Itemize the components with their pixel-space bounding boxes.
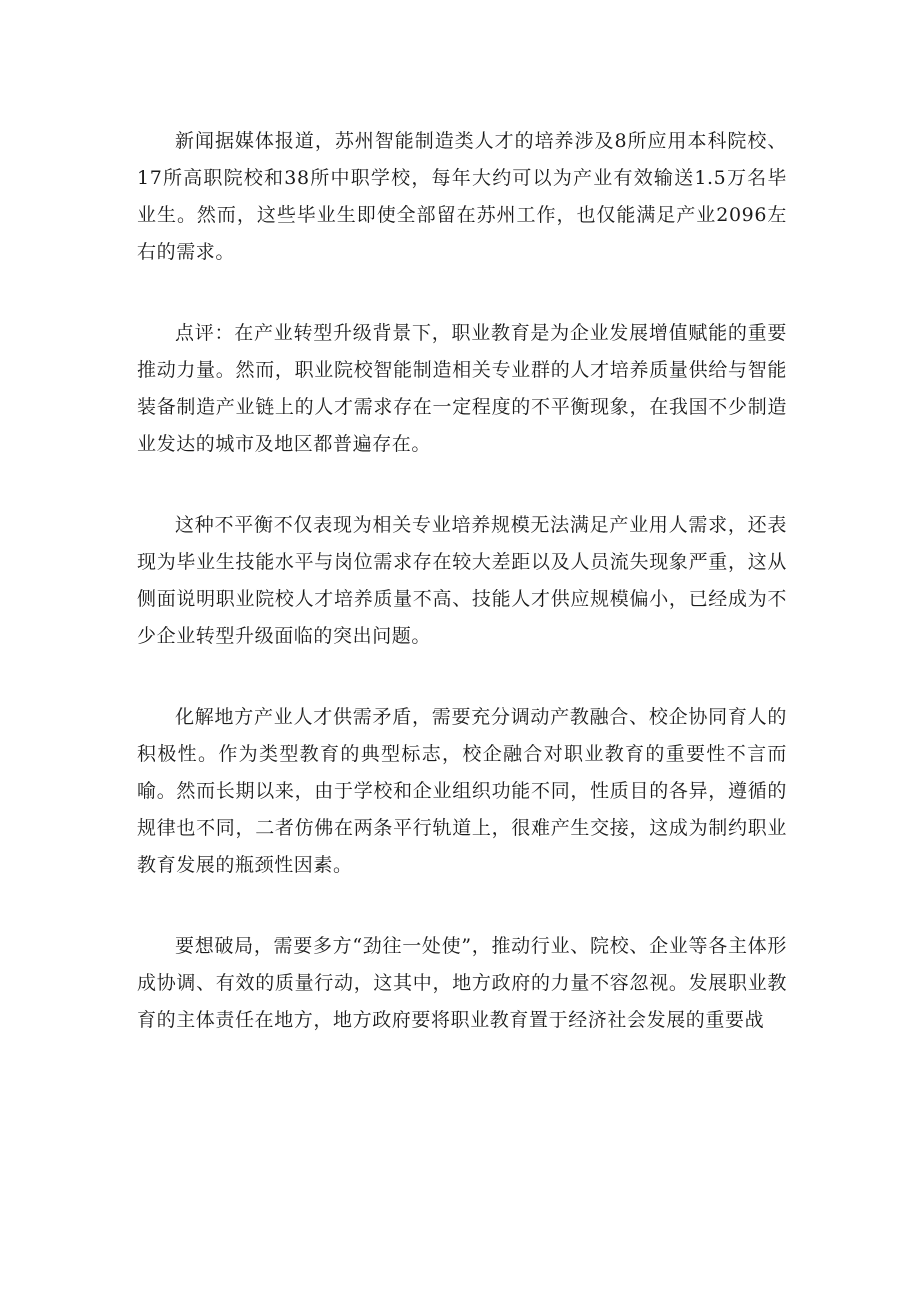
- document-page: [137, 123, 787, 1083]
- paragraph-breakthrough: 要想破局，需要多方“劲往一处使”，推动行业、院校、企业等各主体形成协调、有效的质量行动，这其中，地方政府的力量不容忽视。发展职业教育的主体责任在地方，地方政府要将职业教育置于经济社会发展的重要战: [137, 935, 787, 1031]
- paragraph-commentary: 点评：在产业转型升级背景下，职业教育是为企业发展增值赋能的重要推动力量。然而，职业院校智能制造相关专业群的人才培养质量供给与智能装备制造产业链上的人才需求存在一定程度的不平衡现象，在我国不少制造业发达的城市及地区都普遍存在。: [137, 322, 787, 455]
- paragraph-imbalance: 这种不平衡不仅表现为相关专业培养规模无法满足产业用人需求，还表现为毕业生技能水平与岗位需求存在较大差距以及人员流失现象严重，这从侧面说明职业院校人才培养质量不高、技能人才供应规模偏小，已经成为不少企业转型升级面临的突出问题。: [137, 514, 787, 647]
- paragraph-integration: 化解地方产业人才供需矛盾，需要充分调动产教融合、校企协同育人的积极性。作为类型教育的典型标志，校企融合对职业教育的重要性不言而喻。然而长期以来，由于学校和企业组织功能不同，性质目的各异，遵循的规律也不同，二者仿佛在两条平行轨道上，很难产生交接，这成为制约职业教育发展的瓶颈性因素。: [137, 706, 787, 876]
- paragraph-news: 新闻据媒体报道，苏州智能制造类人才的培养涉及8所应用本科院校、17所高职院校和38所中职学校，每年大约可以为产业有效输送1.5万名毕业生。然而，这些毕业生即使全部留在苏州工作，也仅能满足产业2096左右的需求。: [137, 130, 787, 263]
